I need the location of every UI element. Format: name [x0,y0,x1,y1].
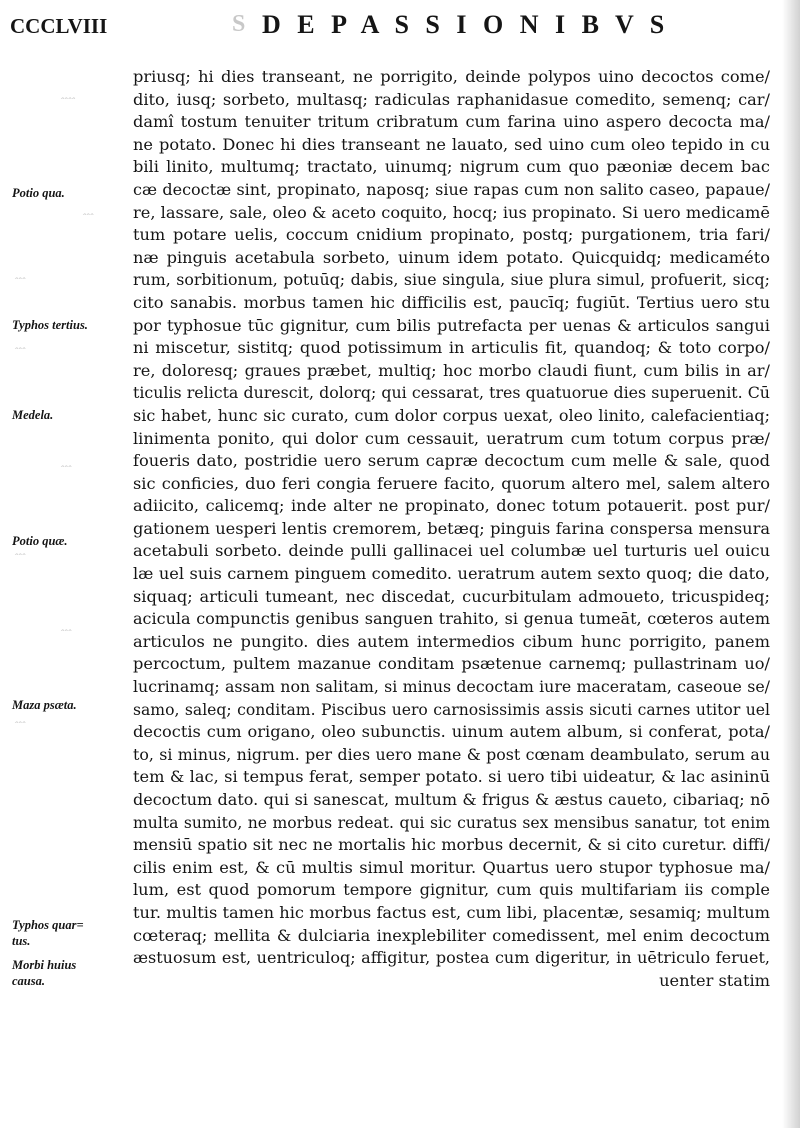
text-line: cœteraq; mellita & dulciaria inexplebiliter comedissent, mel enim decoctum [133,925,770,945]
margin-note: Morbi huius [12,958,77,972]
margin-note: causa. [12,974,45,988]
margin-note: Typhos tertius. [12,318,88,332]
text-line: samo, saleq; conditam. Piscibus uero carnosissimis assis sicuti carnes utitor uel [133,700,770,719]
page-edge-shadow [782,0,800,1128]
text-line: adiicito, calicemq; inde alter ne propinato, donec totum potauerit. post pur/ [133,496,770,516]
running-head: D E P A S S I O N I B V S [262,10,670,39]
text-line: mensiū spatio sit nec ne mortalis hic morbus decernit, & si cito curetur. diffi/ [133,835,770,855]
text-line: æstuosum est, uentriculoq; affigitur, postea cum digeritur, in uētriculo feruet, [133,948,770,968]
text-line: ticulis relicta durescit, dolorq; qui cessarat, tres quatuorue dies superuenit. Cū [133,383,770,403]
folio-number: CCCLVIII [10,14,108,38]
catchword: uenter statim [659,970,770,990]
text-line: sic habet, hunc sic curato, cum dolor corpus uexat, oleo linito, calefacientiaq; [133,405,770,425]
text-line: acicula compunctis genibus sanguen trahito, si genua tumeāt, cœteros autem [133,609,770,629]
margin-note: Medela. [12,408,54,422]
text-line: re, lassare, sale, oleo & aceto coquito, hocq; ius propinato. Si uero medicamē [133,202,770,222]
text-line: bili linito, multumq; tractato, uinumq; nigrum cum quo pæoniæ decem bac [133,157,770,177]
text-line: tum potare uelis, coccum cnidium propinato, postq; purgationem, tria fari/ [133,225,770,245]
text-line: sic conficies, duo feri congia feruere facito, quorum altero mel, salem altero [133,473,770,493]
bleed-through-mark: ˆˆˆ [14,552,25,564]
text-line: percoctum, pultem mazanue conditam psætenue carnemq; pullastrinam uo/ [133,654,770,674]
text-line: læ uel suis carnem pinguem comedito. ueratrum autem sexto quoq; die dato, [133,564,770,584]
text-line: linimenta ponito, qui dolor cum cessauit, ueratrum cum totum corpus præ/ [133,428,770,448]
bleed-through-mark: ˆˆˆ [60,464,71,476]
bleed-through-mark: ˆˆˆ [82,212,93,224]
margin-note: Potio qua. [12,186,65,200]
bleed-through-mark: S [232,11,246,37]
text-line: cæ decoctæ sint, propinato, naposq; siue rapas cum non salito caseo, papaue/ [133,179,770,199]
text-line: lucrinamq; assam non salitam, si minus decoctam iure maceratam, caseoue se/ [133,677,770,697]
text-line: ne potato. Donec hi dies transeant ne lauato, sed uino cum oleo tepido in cu [133,134,770,154]
bleed-through-mark: ˆˆˆ [14,346,25,358]
text-line: articulos ne pungito. dies autem intermedios cibum hunc porrigito, panem [133,631,770,651]
text-line: acetabuli sorbeto. deinde pulli gallinacei uel columbæ uel turturis uel ouicu [133,541,770,561]
text-line: cilis enim est, & cū multis simul moritur. Quartus uero stupor typhosue ma/ [133,857,770,877]
text-line: lum, est quod pomorum tempore gignitur, cum quis multifariam iis comple [133,880,770,900]
bleed-through-mark: ˆˆˆˆ [60,96,75,108]
margin-note: Typhos quar= [12,918,84,932]
text-line: gationem uesperi lentis cremorem, betæq; pinguis farina conspersa mensura [133,518,770,538]
text-line: multa sumito, ne morbus redeat. qui sic curatus sex mensibus sanatur, tot enim [133,813,770,832]
text-line: re, doloresq; graues præbet, multiq; hoc morbo claudi fiunt, cum bilis in ar/ [133,360,770,380]
bleed-through-mark: ˆˆˆ [60,628,71,640]
text-line: decoctis cum origano, oleo subunctis. uinum autem album, si conferat, pota/ [133,722,770,742]
text-line: decoctum dato. qui si sanescat, multum & frigus & æstus caueto, cibariaq; nō [133,790,770,809]
text-line: priusq; hi dies transeant, ne porrigito, deinde polypos uino decoctos come/ [133,67,770,86]
bleed-through-mark: ˆˆˆ [14,720,25,732]
text-line: dito, iusq; sorbeto, multasq; radiculas raphanidasue comedito, semenq; car/ [133,89,770,109]
text-line: ni miscetur, sistitq; quod potissimum in articulis fit, quandoq; & toto corpo/ [133,338,770,358]
text-line: to, si minus, nigrum. per dies uero mane & post cœnam deambulato, serum au [133,744,770,764]
text-line: damî tostum tenuiter tritum cribratum cum farina uino aspero decocta ma/ [133,112,770,132]
text-line: por typhosue tūc gignitur, cum bilis putrefacta per uenas & articulos sangui [133,315,770,335]
margin-note: Maza psæta. [12,698,77,712]
text-line: rum, sorbitionum, potuūq; dabis, siue singula, siue plura simul, profuerit, sicq; [133,270,770,290]
bleed-through-mark: ˆˆˆ [14,276,25,288]
margin-note: Potio quæ. [12,534,68,548]
text-line: tem & lac, si tempus ferat, semper potato. si uero tibi uideatur, & lac asininū [133,767,770,787]
text-line: foueris dato, postridie uero serum capræ decoctum cum melle & sale, quod [133,451,770,471]
body-text [133,66,770,992]
text-line: cito sanabis. morbus tamen hic difficilis est, paucīq; fugiūt. Tertius uero stu [133,292,770,312]
text-line: siquaq; articuli tumeant, nec discedat, cucurbitulam admoueto, tricuspideq; [133,586,770,606]
text-line: tur. multis tamen hic morbus factus est, cum libi, placentæ, sesamiq; multum [133,902,770,922]
margin-note: tus. [12,934,31,948]
text-line: næ pinguis acetabula sorbeto, uinum idem potato. Quicquidq; medicaméto [133,247,770,267]
